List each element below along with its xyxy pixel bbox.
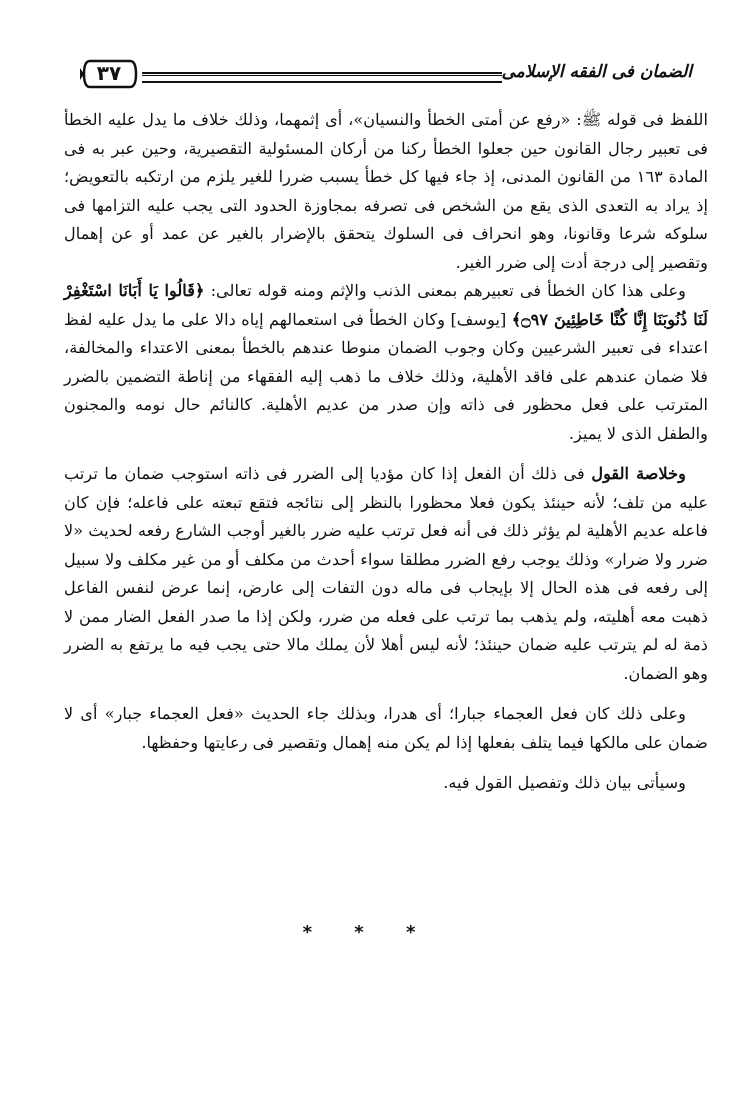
section-end-ornament: * * * — [302, 922, 434, 943]
paragraph-5 — [64, 769, 708, 798]
running-title: الضمان فى الفقه الإسلامى — [501, 62, 692, 82]
paragraph-3-text: فى ذلك أن الفعل إذا كان مؤديا إلى الضرر فى ذاته استوجب ضمان ما ترتب عليه من تلف؛ لأنه حينئذ يكون فعلا محظورا بالنظر إلى نتائجه فتقع تبعته على فاعله؛ فإن كان فاعله عديم الأهلية لم يؤثر ذلك فى أنه فعل ترتب عليه ضرر بالغير أوجب الشارع رفعه لحديث «لا ضرر ولا ضرار» وذلك يوجب رفع الضرر مطلقا سواء أحدث من مكلف أو من غير مكلف ولا سبيل إلى رفعه فى هذه الحال إلا بإيجاب فى ماله دون التفات إلى عارض، إنما عرض لنفس الفاعل ذهبت معه أهليته، ولم يذهب بما ترتب على فعله من ضرر، ولكن إذا ما صدر الفعل الضار ممن لا ذمة له لم يترتب عليه ضمان حينئذ؛ لأنه ليس أهلا لأن يملك مالا حتى يجب فيه ما يرتفع به الضرر وهو الضمان. — [64, 464, 708, 683]
paragraph-3 — [64, 460, 708, 688]
paragraph-5-text: وسيأتى بيان ذلك وتفصيل القول فيه. — [443, 773, 686, 792]
page-number-frame — [80, 58, 138, 90]
quran-verse: ﴿قَالُوا يَا أَبَانَا اسْتَغْفِرْ لَنَا ذُنُوبَنَا إِنَّا كُنَّا خَاطِئِينَ ۝٩٧﴾ — [64, 281, 708, 329]
paragraph-2-text-after: [يوسف] وكان الخطأ فى استعمالهم إياه دالا على ما يدل عليه لفظ اعتداء فى تعبير الشرعيين وكان وجوب الضمان منوطا عندهم بالخطأ بمعنى الاعتداء والمخالفة، فلا ضمان عندهم على فاقد الأهلية، وذلك خلاف ما ذهب إليه الفقهاء من إناطة التضمين بالضرر المترتب على فعل محظور فى ذاته وإن صدر من عديم الأهلية. كالنائم حال نومه والمجنون والطفل الذى لا يميز. — [64, 309, 708, 443]
paragraph-3-lead: وخلاصة القول — [591, 464, 686, 483]
paragraph-1-text: اللفظ فى قوله ﷺ: «رفع عن أمتى الخطأ والنسيان»، أى إثمهما، وذلك خلاف ما يدل عليه الخطأ فى تعبير رجال القانون حين جعلوا الخطأ ركنا من أركان المسئولية التقصيرية، وحين عبر به فى المادة ١٦٣ من القانون المدنى، إذ جاء فيها كل خطأ يسبب ضررا للغير يلزم من ارتكبه بالتعويض؛ إذ يراد به التعدى الذى يقع من الشخص فى تصرفه بمجاوزة الحدود التى يجب عليه التزامها فى سلوكه شرعا وقانونا، وهو انحراف فى السلوك يتحقق بالإضرار بالغير عن عمد أو عن إهمال وتقصير إلى درجة أدت إلى ضرر الغير. — [64, 110, 708, 272]
page-number: ٣٧ — [96, 61, 122, 85]
header-rule — [142, 72, 502, 83]
body-text — [64, 106, 708, 798]
paragraph-2 — [64, 277, 708, 448]
paragraph-4-text: وعلى ذلك كان فعل العجماء جبارا؛ أى هدرا، وبذلك جاء الحديث «فعل العجماء جبار» أى لا ضمان على مالكها فيما يتلف بفعلها إذا لم يكن منه إهمال وتقصير فى رعايتها وحفظها. — [64, 704, 708, 752]
paragraph-1 — [64, 106, 708, 277]
paragraph-2-text-before: وعلى هذا كان الخطأ فى تعبيرهم بمعنى الذنب والإثم ومنه قوله تعالى: — [204, 281, 686, 300]
paragraph-4 — [64, 700, 708, 757]
page-header — [80, 58, 692, 94]
